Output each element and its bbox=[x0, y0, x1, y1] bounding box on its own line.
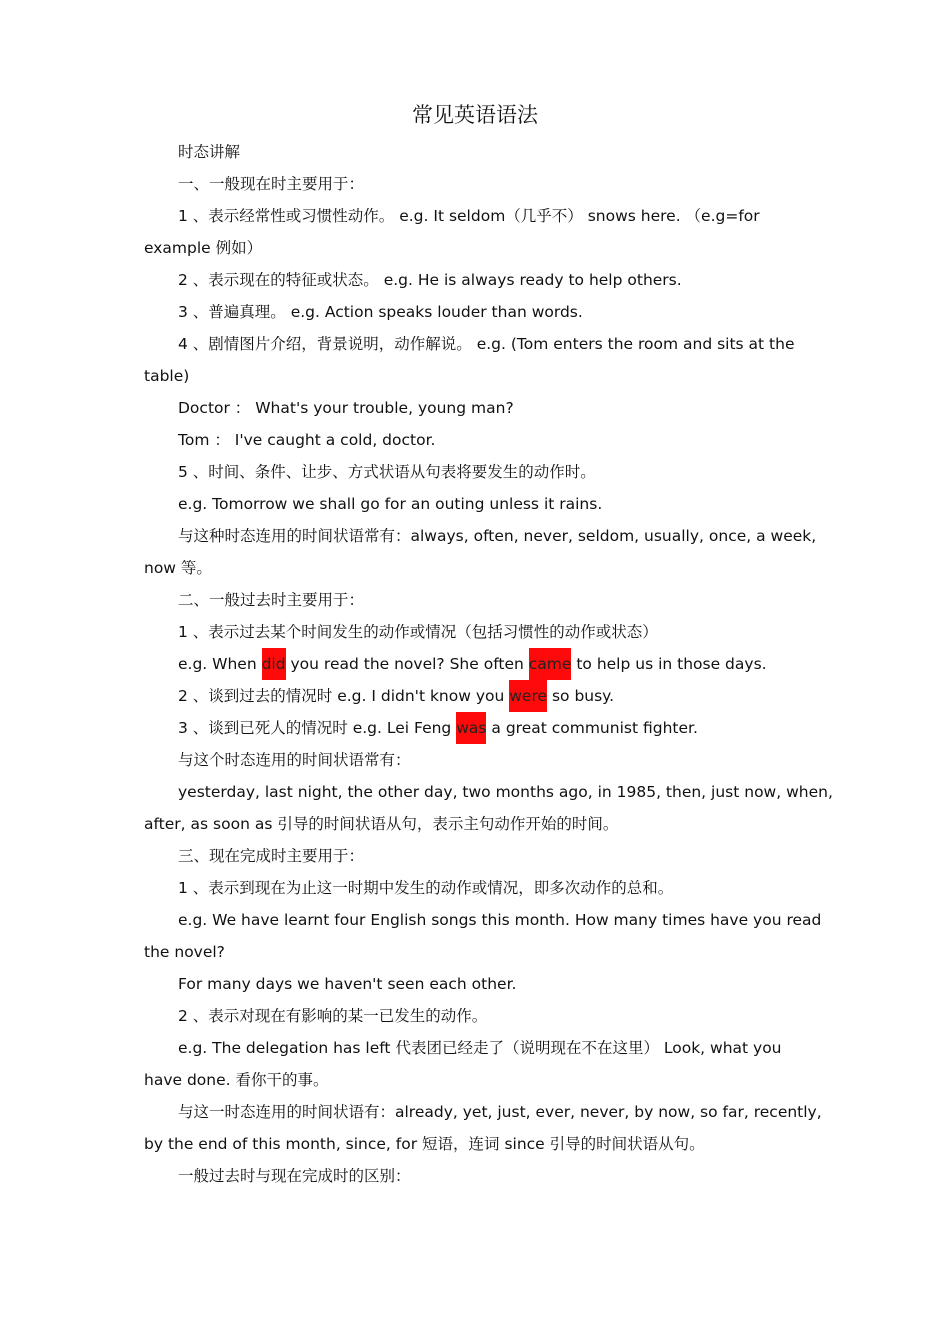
highlighted-word: was bbox=[456, 712, 486, 744]
text-segment: you read the novel? She often bbox=[285, 655, 529, 673]
s1-dialogue-tom: Tom ： I've caught a cold, doctor. bbox=[178, 431, 436, 449]
s1-item3: 3 、普遍真理。 e.g. Action speaks louder than words. bbox=[178, 303, 583, 321]
s1-item1-line1: 1 、表示经常性或习惯性动作。 e.g. It seldom（几乎不） snows here. （e.g=for bbox=[178, 207, 760, 225]
s2-example2 bbox=[178, 684, 614, 708]
highlighted-word: were bbox=[509, 680, 547, 712]
text-segment: 3 、谈到已死人的情况时 e.g. Lei Feng bbox=[178, 719, 457, 737]
s3-difference-heading: 一般过去时与现在完成时的区别： bbox=[178, 1167, 411, 1185]
s3-adverbials-line2: by the end of this month, since, for 短语，连词 since 引导的时间状语从句。 bbox=[144, 1135, 705, 1153]
s3-example1-line3: For many days we haven't seen each other. bbox=[178, 975, 517, 993]
s1-item4-line2: table) bbox=[144, 367, 190, 385]
s2-adverbials-line2: after, as soon as 引导的时间状语从句，表示主句动作开始的时间。 bbox=[144, 815, 619, 833]
s1-item5-example: e.g. Tomorrow we shall go for an outing unless it rains. bbox=[178, 495, 603, 513]
s1-item5: 5 、时间、条件、让步、方式状语从句表将要发生的动作时。 bbox=[178, 463, 596, 481]
s1-dialogue-doctor: Doctor ： What's your trouble, young man? bbox=[178, 399, 514, 417]
text-segment: so busy. bbox=[547, 687, 615, 705]
s1-heading: 一、一般现在时主要用于： bbox=[178, 175, 365, 193]
text-segment: a great communist fighter. bbox=[486, 719, 698, 737]
s3-example2-line2: have done. 看你干的事。 bbox=[144, 1071, 329, 1089]
s3-example1-line2: the novel? bbox=[144, 943, 225, 961]
highlighted-word: came bbox=[529, 648, 572, 680]
highlighted-word: did bbox=[262, 648, 286, 680]
text-segment: 2 、谈到过去的情况时 e.g. I didn't know you bbox=[178, 687, 510, 705]
s2-item1: 1 、表示过去某个时间发生的动作或情况（包括习惯性的动作或状态） bbox=[178, 623, 658, 641]
s2-example3 bbox=[178, 716, 698, 740]
text-segment: e.g. When bbox=[178, 655, 262, 673]
s3-heading: 三、现在完成时主要用于： bbox=[178, 847, 365, 865]
s2-example1 bbox=[178, 652, 767, 676]
s3-item2: 2 、表示对现在有影响的某一已发生的动作。 bbox=[178, 1007, 488, 1025]
s1-adverbials-line2: now 等。 bbox=[144, 559, 212, 577]
text-segment: to help us in those days. bbox=[571, 655, 767, 673]
s1-item4-line1: 4 、剧情图片介绍，背景说明，动作解说。 e.g. (Tom enters the room and sits at the bbox=[178, 335, 795, 353]
s1-item2: 2 、表示现在的特征或状态。 e.g. He is always ready to help others. bbox=[178, 271, 682, 289]
s3-example2-line1: e.g. The delegation has left 代表团已经走了（说明现在不在这里） Look, what you bbox=[178, 1039, 782, 1057]
s2-adverbials-line1: yesterday, last night, the other day, two months ago, in 1985, then, just now, when, bbox=[178, 783, 833, 801]
s2-heading: 二、一般过去时主要用于： bbox=[178, 591, 365, 609]
s3-adverbials-line1: 与这一时态连用的时间状语有：already, yet, just, ever, never, by now, so far, recently, bbox=[178, 1103, 822, 1121]
s1-adverbials-line1: 与这种时态连用的时间状语常有：always, often, never, seldom, usually, once, a week, bbox=[178, 527, 817, 545]
s1-item1-line2: example 例如） bbox=[144, 239, 263, 257]
s2-adverbials-heading: 与这个时态连用的时间状语常有： bbox=[178, 751, 411, 769]
section-heading: 时态讲解 bbox=[178, 143, 241, 161]
s3-example1-line1: e.g. We have learnt four English songs this month. How many times have you read bbox=[178, 911, 822, 929]
page-title: 常见英语语法 bbox=[412, 103, 538, 127]
s3-item1: 1 、表示到现在为止这一时期中发生的动作或情况，即多次动作的总和。 bbox=[178, 879, 674, 897]
